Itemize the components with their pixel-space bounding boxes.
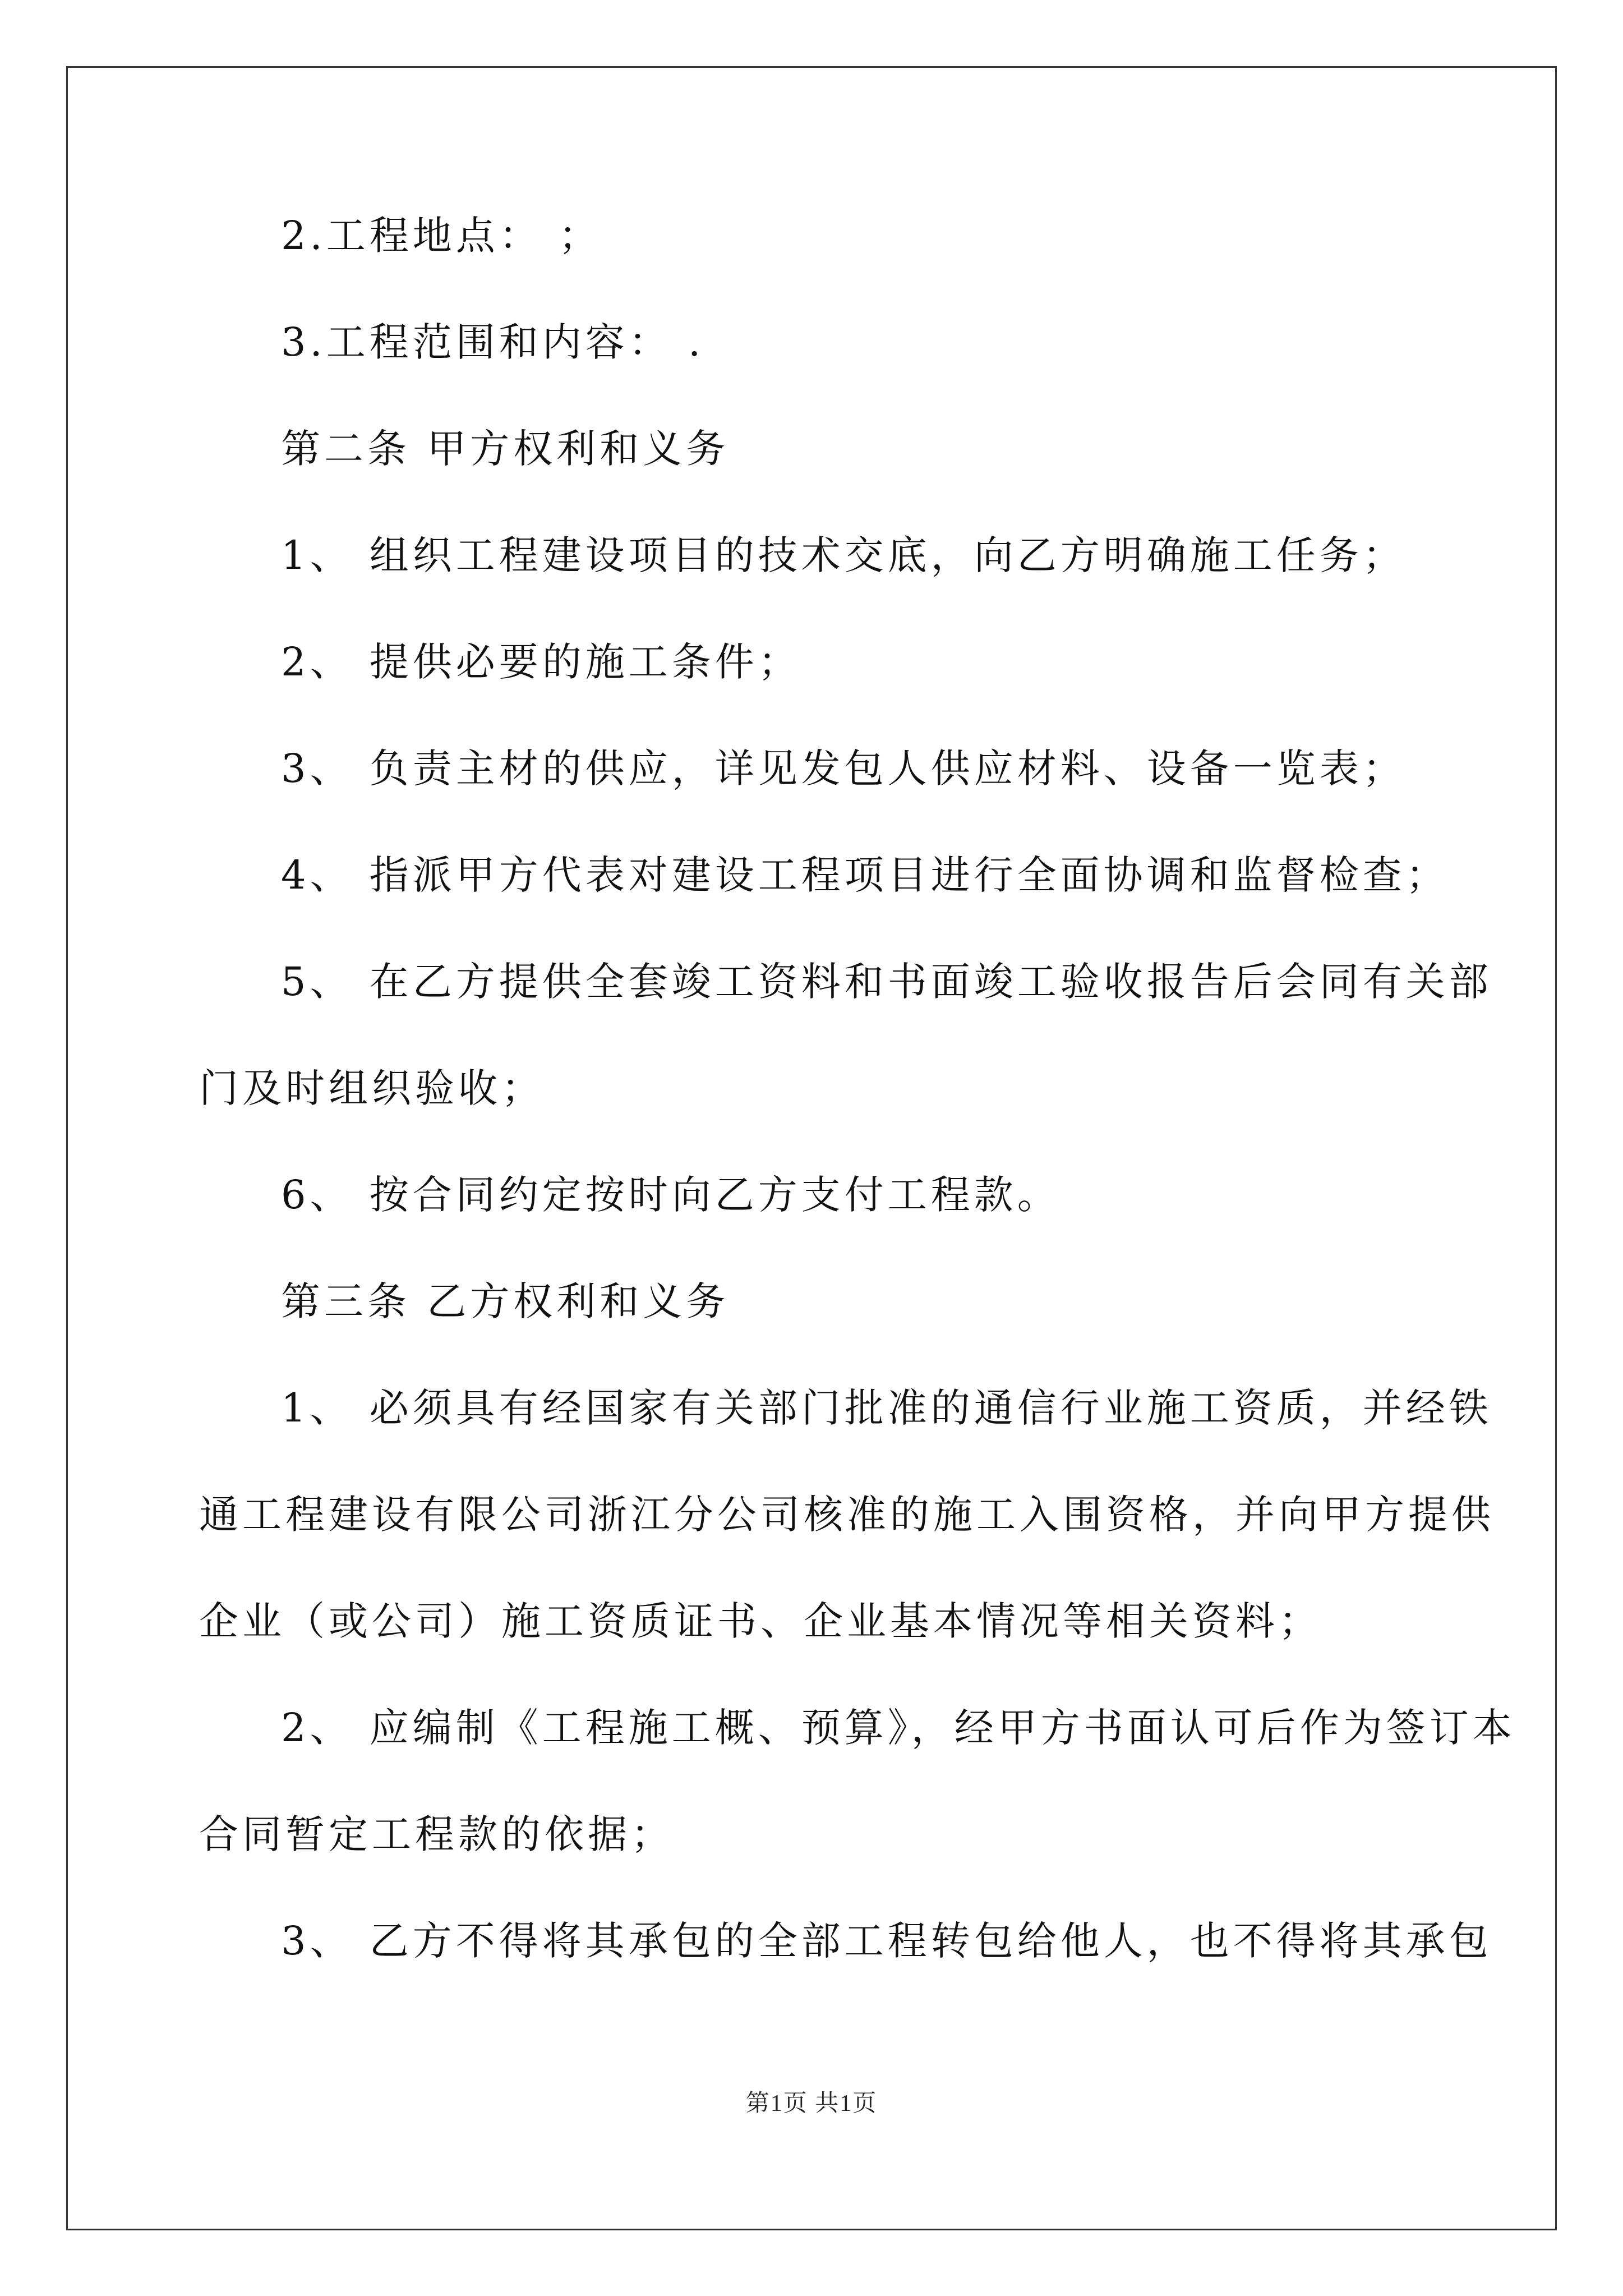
paragraph-line: 3、 乙方不得将其承包的全部工程转包给他人，也不得将其承包 (281, 1918, 1492, 1964)
paragraph-line: 合同暂定工程款的依据； (199, 1811, 674, 1857)
paragraph-line: 3、 负责主材的供应，详见发包人供应材料、设备一览表； (281, 746, 1406, 792)
paragraph-line: 4、 指派甲方代表对建设工程项目进行全面协调和监督检查； (281, 852, 1449, 898)
paragraph-line: 5、 在乙方提供全套竣工资料和书面竣工验收报告后会同有关部 (281, 959, 1492, 1005)
page-border (66, 66, 1557, 2230)
paragraph-line: 6、 按合同约定按时向乙方支付工程款。 (281, 1172, 1061, 1218)
paragraph-line: 1、 必须具有经国家有关部门批准的通信行业施工资质，并经铁 (281, 1385, 1492, 1431)
paragraph-line: 2、 应编制《工程施工概、预算》，经甲方书面认可后作为签订本 (281, 1705, 1516, 1751)
paragraph-line: 企业（或公司）施工资质证书、企业基本情况等相关资料； (199, 1598, 1322, 1644)
page-number-footer: 第1页 共1页 (745, 2091, 878, 2116)
paragraph-line: 通工程建设有限公司浙江分公司核准的施工入围资格，并向甲方提供 (199, 1492, 1495, 1538)
paragraph-line: 门及时组织验收； (199, 1065, 545, 1111)
section-heading: 第二条 甲方权利和义务 (281, 426, 730, 472)
paragraph-line: 2.工程地点： ； (281, 213, 602, 259)
paragraph-line: 1、 组织工程建设项目的技术交底，向乙方明确施工任务； (281, 532, 1406, 578)
paragraph-line: 2、 提供必要的施工条件； (281, 639, 801, 685)
paragraph-line: 3.工程范围和内容： . (281, 319, 705, 365)
section-heading: 第三条 乙方权利和义务 (281, 1278, 730, 1324)
